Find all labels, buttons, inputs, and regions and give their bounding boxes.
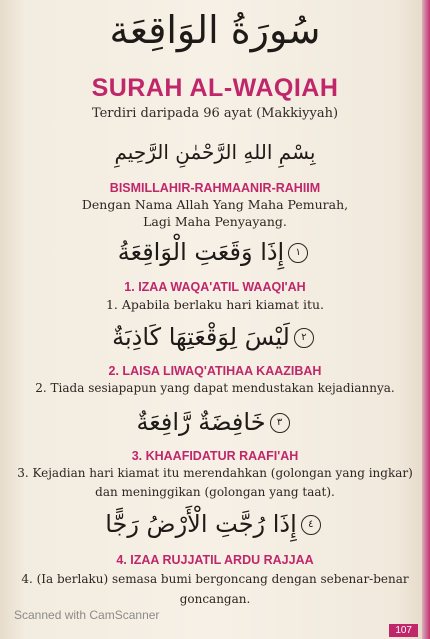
verse-1-translation: 1. Apabila berlaku hari kiamat itu. bbox=[105, 297, 325, 312]
verse-1-arabic bbox=[0, 238, 430, 266]
verse-3-arabic bbox=[0, 408, 430, 436]
basmala-translation-line2: Lagi Maha Penyayang. bbox=[143, 214, 287, 229]
verse-2-arabic-text: لَيْسَ لِوَقْعَتِهَا كَاذِبَةٌ bbox=[112, 323, 290, 351]
verse-1-arabic-text: إِذَا وَقَعَتِ الْوَاقِعَةُ bbox=[117, 238, 285, 266]
scanner-watermark: Scanned with CamScanner bbox=[14, 608, 160, 622]
verse-4-arabic bbox=[0, 510, 430, 538]
verse-2-arabic bbox=[0, 323, 430, 351]
ayah-number-1: ١ bbox=[288, 243, 308, 263]
verse-2-transliteration: 2. LAISA LIWAQ'ATIHAA KAAZIBAH bbox=[108, 364, 322, 378]
verse-3-translation-line1: 3. Kejadian hari kiamat itu merendahkan (golongan yang ingkar) bbox=[17, 466, 413, 480]
verse-2-translation: 2. Tiada sesiapapun yang dapat mendustakan kejadiannya. bbox=[35, 381, 395, 395]
basmala-transliteration: BISMILLAHIR-RAHMAANIR-RAHIIM bbox=[109, 181, 321, 195]
verse-4-transliteration: 4. IZAA RUJJATIL ARDU RAJJAA bbox=[116, 553, 314, 567]
basmala-translation-line1: Dengan Nama Allah Yang Maha Pemurah, bbox=[81, 197, 349, 212]
ayah-number-4: ٤ bbox=[301, 515, 321, 535]
surah-title-arabic: سُورَةُ الوَاقِعَة bbox=[109, 8, 321, 52]
verse-4-translation-line1: 4. (Ia berlaku) semasa bumi bergoncang dengan sebenar-benar bbox=[21, 572, 409, 586]
basmala-arabic: بِسْمِ اللهِ الرَّحْمٰنِ الرَّحِيمِ bbox=[114, 140, 316, 164]
verse-1-transliteration: 1. IZAA WAQA'ATIL WAAQI'AH bbox=[124, 280, 306, 294]
verse-4-arabic-text: إِذَا رُجَّتِ الْأَرْضُ رَجًّا bbox=[105, 510, 297, 538]
surah-subtitle: Terdiri daripada 96 ayat (Makkiyyah) bbox=[91, 106, 339, 121]
verse-4-translation-line2: goncangan. bbox=[179, 592, 251, 606]
ayah-number-3: ٣ bbox=[270, 413, 290, 433]
ayah-number-2: ٢ bbox=[294, 328, 314, 348]
verse-3-arabic-text: خَافِضَةٌ رَّافِعَةٌ bbox=[136, 408, 266, 436]
verse-3-translation-line2: dan meninggikan (golongan yang taat). bbox=[95, 485, 335, 499]
surah-title: SURAH AL-WAQIAH bbox=[91, 74, 339, 102]
page-number: 107 bbox=[389, 624, 418, 637]
verse-3-transliteration: 3. KHAAFIDATUR RAAFI'AH bbox=[131, 449, 299, 463]
